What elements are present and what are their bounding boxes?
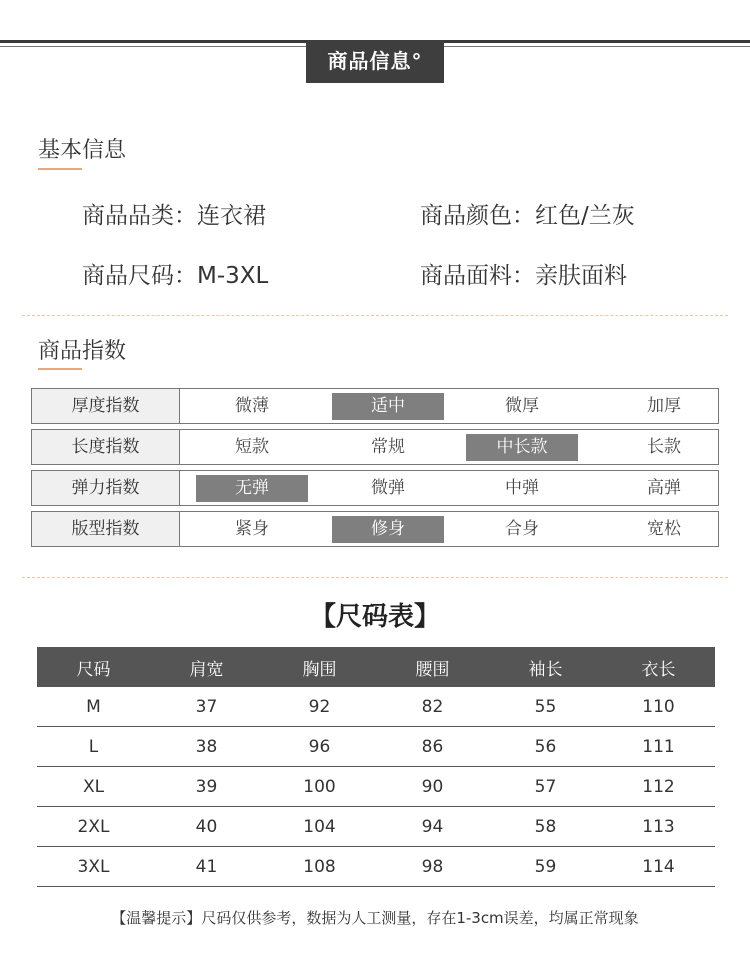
size-cell: 92 — [263, 687, 376, 727]
size-col-header: 尺码 — [37, 647, 150, 687]
size-cell: L — [37, 727, 150, 767]
index-row-label: 弹力指数 — [32, 471, 180, 505]
warm-tip — [0, 907, 750, 928]
index-option: 中弹 — [505, 478, 539, 498]
size-cell: 38 — [150, 727, 263, 767]
basic-info-title: 基本信息 — [38, 138, 127, 163]
size-cell: 56 — [489, 727, 602, 767]
index-option: 合身 — [505, 519, 539, 539]
info-category-label: 商品品类： — [82, 203, 197, 229]
index-option: 微弹 — [371, 478, 405, 498]
index-underline — [38, 368, 82, 370]
basic-info-underline — [38, 168, 82, 170]
size-cell: XL — [37, 767, 150, 807]
info-size — [82, 257, 268, 290]
info-color-value: 红色/兰灰 — [535, 203, 635, 229]
index-option-selected: 无弹 — [196, 475, 308, 502]
size-cell: 98 — [376, 847, 489, 887]
size-col-header: 胸围 — [263, 647, 376, 687]
size-table-header — [37, 647, 715, 687]
size-cell: 57 — [489, 767, 602, 807]
info-fabric-label: 商品面料： — [420, 263, 535, 289]
index-row — [31, 429, 719, 465]
index-option: 宽松 — [647, 519, 681, 539]
index-row-options — [180, 430, 718, 464]
index-option: 紧身 — [235, 519, 269, 539]
index-option: 常规 — [371, 437, 405, 457]
index-option: 长款 — [647, 437, 681, 457]
index-option: 高弹 — [647, 478, 681, 498]
size-cell: 55 — [489, 687, 602, 727]
info-category — [82, 197, 266, 230]
size-cell: 41 — [150, 847, 263, 887]
size-cell: 82 — [376, 687, 489, 727]
index-row — [31, 388, 719, 424]
size-cell: 90 — [376, 767, 489, 807]
warm-tip-label: 【温馨提示】 — [111, 909, 202, 927]
warm-tip-text: 尺码仅供参考，数据为人工测量，存在1-3cm误差，均属正常现象 — [201, 909, 639, 927]
size-cell: 39 — [150, 767, 263, 807]
size-col-header: 腰围 — [376, 647, 489, 687]
size-chart-title: 【尺码表】 — [309, 602, 440, 632]
size-row — [37, 687, 715, 727]
size-row — [37, 727, 715, 767]
index-row-label: 长度指数 — [32, 430, 180, 464]
index-option: 微薄 — [235, 396, 269, 416]
index-row — [31, 470, 719, 506]
index-row-label: 版型指数 — [32, 512, 180, 546]
index-option: 短款 — [235, 437, 269, 457]
index-option-selected: 适中 — [332, 393, 444, 420]
index-row-options — [180, 471, 718, 505]
size-col-header: 衣长 — [602, 647, 715, 687]
section-divider — [22, 577, 728, 578]
size-cell: 113 — [602, 807, 715, 847]
index-row — [31, 511, 719, 547]
size-col-header: 袖长 — [489, 647, 602, 687]
size-cell: 2XL — [37, 807, 150, 847]
size-cell: 108 — [263, 847, 376, 887]
info-size-value: M-3XL — [197, 263, 269, 289]
size-cell: 114 — [602, 847, 715, 887]
info-color-label: 商品颜色： — [420, 203, 535, 229]
info-category-value: 连衣裙 — [197, 203, 266, 229]
info-fabric-value: 亲肤面料 — [535, 263, 627, 289]
index-option-selected: 修身 — [332, 516, 444, 543]
size-cell: 96 — [263, 727, 376, 767]
index-row-label: 厚度指数 — [32, 389, 180, 423]
section-divider — [22, 315, 728, 316]
index-option: 加厚 — [647, 396, 681, 416]
size-row — [37, 767, 715, 807]
size-cell: 100 — [263, 767, 376, 807]
size-cell: 58 — [489, 807, 602, 847]
size-table — [37, 647, 715, 887]
size-col-header: 肩宽 — [150, 647, 263, 687]
size-cell: 86 — [376, 727, 489, 767]
index-row-options — [180, 389, 718, 423]
size-row — [37, 807, 715, 847]
index-option: 微厚 — [505, 396, 539, 416]
size-cell: 111 — [602, 727, 715, 767]
size-cell: 112 — [602, 767, 715, 807]
size-cell: 94 — [376, 807, 489, 847]
size-cell: 110 — [602, 687, 715, 727]
index-title: 商品指数 — [38, 339, 127, 364]
section-banner: 商品信息° — [306, 40, 444, 83]
size-cell: 104 — [263, 807, 376, 847]
size-cell: 3XL — [37, 847, 150, 887]
size-cell: 40 — [150, 807, 263, 847]
size-cell: 59 — [489, 847, 602, 887]
size-cell: M — [37, 687, 150, 727]
size-cell: 37 — [150, 687, 263, 727]
index-option-selected: 中长款 — [466, 434, 578, 461]
info-size-label: 商品尺码： — [82, 263, 197, 289]
info-color — [420, 197, 635, 230]
index-row-options — [180, 512, 718, 546]
info-fabric — [420, 257, 627, 290]
size-row — [37, 847, 715, 887]
